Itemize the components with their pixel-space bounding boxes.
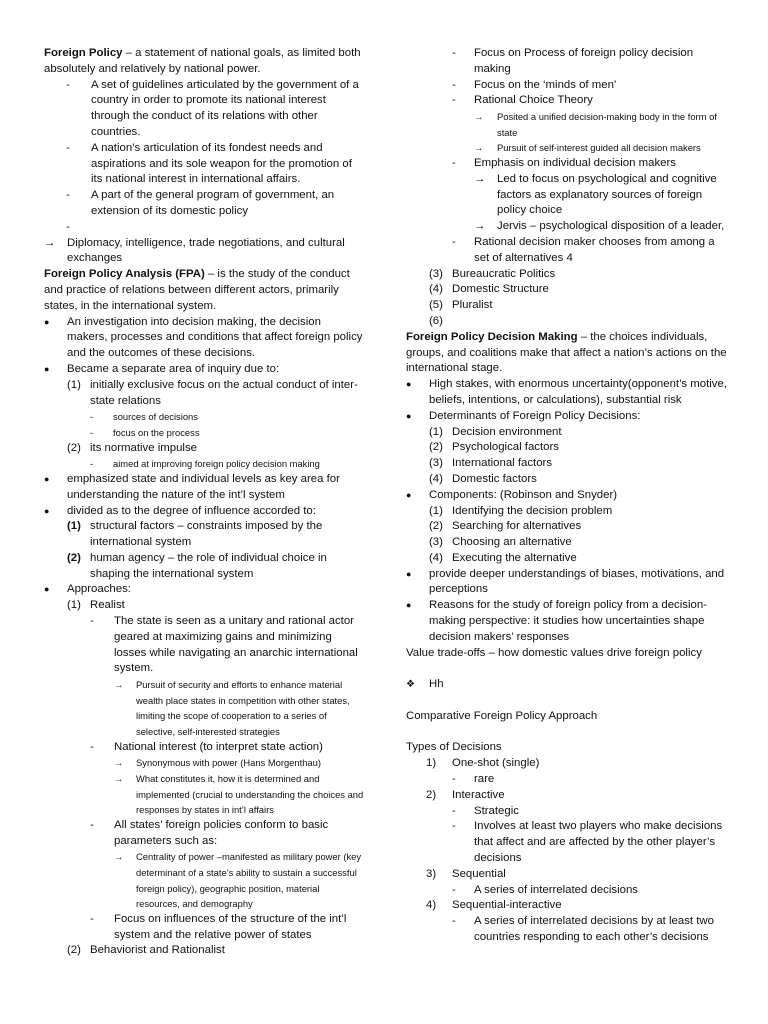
list-item	[66, 220, 364, 236]
sub-item: - Emphasis on individual decision makers	[452, 156, 728, 172]
bullet-item: ● Determinants of Foreign Policy Decisions:	[406, 409, 728, 425]
sub-item: - The state is seen as a unitary and rational actor geared at maximizing gains and minimizing losses while navigating an anarchic international system.	[90, 614, 364, 677]
sub-item: - aimed at improving foreign policy decision making	[90, 456, 364, 472]
dash-marker: -	[452, 915, 456, 928]
list-item: - A part of the general program of government, an extension of its domestic policy	[66, 188, 364, 220]
arrow-item: → Pursuit of self-interest guided all decision makers	[474, 140, 728, 156]
arrow-item: → Centrality of power –manifested as military power (key determinant of a state’s ability to sustain a successful foreign policy), geographic position, material resources, and demography	[114, 849, 364, 911]
ordered-item: 1) One-shot (single)	[426, 757, 540, 770]
bullet-icon: ●	[44, 505, 50, 516]
dash-marker: -	[452, 773, 456, 786]
diamond-item: ❖ Hh	[406, 677, 728, 693]
foreign-policy-definition	[44, 46, 364, 78]
numbered-item: (6)	[429, 314, 443, 327]
sub-item: - Strategic	[452, 804, 728, 820]
sub-item: - Involves at least two players who make decisions that affect and are affected by the other player’s decisions	[452, 819, 728, 866]
arrow-icon: →	[114, 757, 124, 769]
dash-marker: -	[452, 235, 456, 248]
numbered-item: (4) Domestic Structure	[429, 283, 549, 296]
bullet-item: ● Reasons for the study of foreign policy from a decision-making perspective: it studies how uncertainties shape decision makers’ responses	[406, 598, 728, 645]
bullet-icon: ●	[44, 473, 50, 484]
sub-item: - Rational Choice Theory	[452, 93, 728, 109]
arrow-item: → What constitutes it, how it is determined and implemented (crucial to understanding the choices and responses by states in int’l affairs	[114, 771, 364, 818]
dash-marker: -	[90, 615, 94, 628]
dash-marker: -	[66, 220, 70, 233]
sub-item: - A series of interrelated decisions by at least two countries responding to each other’s decisions	[452, 914, 728, 946]
dash-marker: -	[452, 156, 456, 169]
term: Foreign Policy Decision Making	[406, 330, 578, 343]
bullet-icon: ●	[406, 568, 412, 579]
dash-marker: -	[90, 426, 94, 438]
bullet-icon: ●	[44, 584, 50, 595]
dash-marker: -	[452, 883, 456, 896]
dash-marker: -	[452, 47, 456, 59]
sub-item: - A series of interrelated decisions	[452, 883, 728, 899]
ordered-item: 2) Interactive	[426, 788, 505, 801]
dash-marker: -	[452, 78, 456, 91]
right-column	[406, 46, 728, 946]
arrow-icon: →	[114, 851, 124, 863]
diamond-icon: ❖	[406, 679, 415, 691]
definition: – is the study of the conduct and practice of relations between different actors, primarily states, in the international system.	[44, 268, 350, 312]
numbered-item: (2) human agency – the role of individual choice in shaping the international system	[67, 551, 327, 580]
numbered-item: (3) Choosing an alternative	[429, 536, 572, 549]
numbered-item: (3) Bureaucratic Politics	[429, 267, 556, 280]
arrow-icon: →	[114, 679, 124, 691]
term: Foreign Policy	[44, 47, 123, 59]
arrow-icon: →	[114, 773, 124, 785]
numbered-item: (2) its normative impulse	[67, 441, 197, 454]
sub-item: - Focus on Process of foreign policy decision making	[452, 46, 728, 78]
definition: – a statement of national goals, as limited both absolutely and relatively by national power.	[44, 47, 361, 75]
arrow-icon: →	[44, 236, 56, 249]
sub-item: - Focus on influences of the structure of the int’l system and the relative power of states	[90, 912, 364, 944]
sub-item: - focus on the process	[90, 425, 364, 441]
dash-marker: -	[90, 740, 94, 753]
bullet-icon: ●	[44, 363, 50, 374]
numbered-item: (2) Psychological factors	[429, 441, 559, 454]
numbered-item: (1) structural factors – constraints imposed by the international system	[67, 520, 323, 549]
fpdm-definition	[406, 330, 728, 377]
bullet-icon: ●	[406, 410, 412, 421]
bullet-item: ● Became a separate area of inquiry due to:	[44, 362, 364, 378]
fpa-definition	[44, 267, 364, 314]
list-item: - A set of guidelines articulated by the government of a country in order to promote its national interest through the conduct of its relations with other countries.	[66, 78, 364, 141]
bullet-icon: ●	[406, 489, 412, 500]
bullet-item: ● emphasized state and individual levels as key area for understanding the nature of the int’l system	[44, 472, 364, 504]
sub-item: - rare	[452, 772, 728, 788]
arrow-item: → Posited a unified decision-making body in the form of state	[474, 109, 728, 140]
sub-item: - National interest (to interpret state action)	[90, 740, 364, 756]
numbered-item: (2) Searching for alternatives	[429, 520, 582, 533]
dash-marker: -	[66, 78, 70, 91]
arrow-item: → Synonymous with power (Hans Morgenthau)	[114, 755, 364, 771]
arrow-item: → Pursuit of security and efforts to enhance material wealth place states in competition with other states, limiting the scope of cooperation to a series of selective, self-interested strategies	[114, 677, 364, 739]
bullet-item: ● High stakes, with enormous uncertainty(opponent’s motive, beliefs, intentions, or calculations), substantial risk	[406, 377, 728, 409]
dash-marker: -	[90, 458, 94, 470]
dash-marker: -	[452, 804, 456, 817]
dash-marker: -	[90, 818, 94, 831]
arrow-icon: →	[474, 142, 484, 154]
bullet-icon: ●	[406, 379, 412, 390]
dash-marker: -	[90, 411, 94, 423]
value-tradeoffs: Value trade-offs – how domestic values drive foreign policy	[406, 646, 702, 659]
dash-marker: -	[66, 141, 70, 154]
arrow-item: → Jervis – psychological disposition of a leader,	[474, 219, 728, 235]
section-heading: Comparative Foreign Policy Approach	[406, 709, 598, 722]
left-column	[44, 46, 364, 959]
numbered-item: (1) Decision environment	[429, 425, 562, 438]
dash-marker: -	[90, 912, 94, 925]
numbered-item: (1) initially exclusive focus on the actual conduct of inter-state relations	[67, 378, 358, 407]
bullet-icon: ●	[406, 600, 412, 611]
numbered-item: (3) International factors	[429, 457, 553, 470]
sub-item: - Rational decision maker chooses from among a set of alternatives 4	[452, 235, 728, 267]
definition: – the choices individuals, groups, and coalitions make that affect a nation’s actions on the international stage.	[406, 330, 727, 375]
list-item: - A nation’s articulation of its fondest needs and aspirations and its sole weapon for the promotion of its national interest in international affairs.	[66, 141, 364, 188]
sub-item: - Focus on the ‘minds of men’	[452, 78, 728, 94]
ordered-item: 4) Sequential-interactive	[426, 899, 562, 912]
list-item: → Diplomacy, intelligence, trade negotiations, and cultural exchanges	[44, 236, 364, 268]
bullet-item: ● provide deeper understandings of biases, motivations, and perceptions	[406, 567, 728, 599]
bullet-item: ● divided as to the degree of influence accorded to:	[44, 504, 364, 520]
dash-marker: -	[66, 189, 70, 202]
numbered-item: (1) Realist	[67, 599, 125, 612]
numbered-item: (1) Identifying the decision problem	[429, 504, 613, 517]
bullet-item: ● Approaches:	[44, 582, 364, 598]
sub-item: - All states’ foreign policies conform to basic parameters such as:	[90, 818, 364, 850]
arrow-icon: →	[474, 220, 486, 233]
arrow-icon: →	[474, 111, 484, 123]
dash-marker: -	[452, 94, 456, 107]
numbered-item: (4) Executing the alternative	[429, 551, 577, 564]
dash-marker: -	[452, 820, 456, 833]
section-heading: Types of Decisions	[406, 741, 502, 754]
numbered-item: (2) Behaviorist and Rationalist	[67, 944, 225, 957]
bullet-item: ● An investigation into decision making, the decision makers, processes and conditions that affect foreign policy and the outcomes of these decisions.	[44, 315, 364, 362]
bullet-icon: ●	[44, 316, 50, 327]
arrow-item: → Led to focus on psychological and cognitive factors as explanatory sources of foreign policy choice	[474, 172, 728, 219]
numbered-item: (4) Domestic factors	[429, 472, 537, 485]
term: Foreign Policy Analysis (FPA)	[44, 268, 205, 281]
arrow-icon: →	[474, 172, 486, 185]
sub-item: - sources of decisions	[90, 409, 364, 425]
ordered-item: 3) Sequential	[426, 867, 506, 880]
bullet-item: ● Components: (Robinson and Snyder)	[406, 488, 728, 504]
numbered-item: (5) Pluralist	[429, 299, 493, 312]
